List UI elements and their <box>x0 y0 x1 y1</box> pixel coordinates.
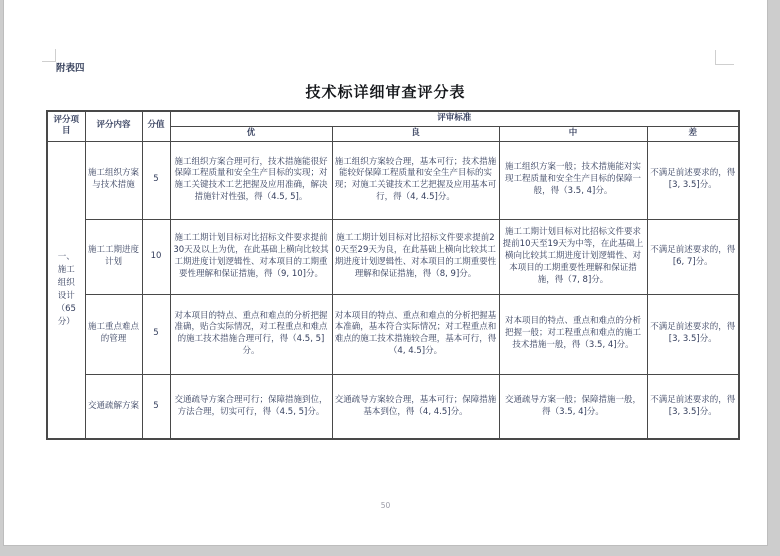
document-page <box>3 0 768 546</box>
grade-excellent-cell: 施工组织方案合理可行，技术措施能很好保障工程质量和安全生产目标的实现；对施工关键技术工艺把握及应用准确，解决措施针对性强，得（4.5, 5]。 <box>170 141 332 219</box>
score-cell: 5 <box>142 141 170 219</box>
score-cell: 5 <box>142 374 170 439</box>
content-cell: 施工重点难点的管理 <box>85 294 142 374</box>
header-scoring-content: 评分内容 <box>85 111 142 141</box>
header-score-value: 分值 <box>142 111 170 141</box>
header-grade-medium: 中 <box>499 126 647 141</box>
table-row <box>47 219 739 294</box>
category-cell <box>47 141 85 439</box>
category-label: 一、施工组织设计（65分） <box>56 251 76 328</box>
margin-crop-mark-left <box>42 49 56 62</box>
table-row <box>47 374 739 439</box>
score-cell: 10 <box>142 219 170 294</box>
scoring-table <box>46 110 740 440</box>
document-title: 技术标详细审查评分表 <box>305 83 466 101</box>
score-cell: 5 <box>142 294 170 374</box>
grade-good-cell: 施工工期计划目标对比招标文件要求提前20天至29天为良，在此基础上横向比较其工期进度计划逻辑性、对本项目的工期重要性理解和保证措施，得（8, 9]分。 <box>332 219 499 294</box>
table-row <box>47 141 739 219</box>
appendix-label: 附表四 <box>56 63 85 74</box>
grade-good-cell: 交通疏导方案较合理，基本可行；保障措施基本到位，得（4, 4.5]分。 <box>332 374 499 439</box>
grade-medium-cell: 对本项目的特点、重点和难点的分析把握一般；对工程重点和难点的施工技术措施一般，得（3.5, 4]分。 <box>499 294 647 374</box>
header-grade-poor: 差 <box>647 126 739 141</box>
content-cell: 施工工期进度计划 <box>85 219 142 294</box>
grade-excellent-cell: 施工工期计划目标对比招标文件要求提前30天及以上为优，在此基础上横向比较其工期进度计划逻辑性、对本项目的工期重要性理解和保证措施，得（9, 10]分。 <box>170 219 332 294</box>
header-scoring-item: 评分项目 <box>47 111 85 141</box>
table-row <box>47 294 739 374</box>
grade-excellent-cell: 对本项目的特点、重点和难点的分析把握准确，贴合实际情况，对工程重点和难点的施工技术措施合理可行，得（4.5, 5]分。 <box>170 294 332 374</box>
header-grade-excellent: 优 <box>170 126 332 141</box>
header-grade-good: 良 <box>332 126 499 141</box>
header-review-standard: 评审标准 <box>170 111 739 126</box>
grade-poor-cell: 不满足前述要求的，得[3, 3.5]分。 <box>647 141 739 219</box>
content-cell: 交通疏解方案 <box>85 374 142 439</box>
grade-excellent-cell: 交通疏导方案合理可行；保障措施到位，方法合理，切实可行，得（4.5, 5]分。 <box>170 374 332 439</box>
grade-medium-cell: 施工组织方案一般；技术措施能对实现工程质量和安全生产目标的保障一般，得（3.5, 4]分。 <box>499 141 647 219</box>
grade-medium-cell: 施工工期计划目标对比招标文件要求提前10天至19天为中等，在此基础上横向比较其工期进度计划逻辑性、对本项目的工期重要性理解和保证措施，得（7, 8]分。 <box>499 219 647 294</box>
page-number: 50 <box>380 501 391 510</box>
grade-poor-cell: 不满足前述要求的，得[3, 3.5]分。 <box>647 294 739 374</box>
grade-poor-cell: 不满足前述要求的，得[3, 3.5]分。 <box>647 374 739 439</box>
margin-crop-mark-right <box>715 50 734 65</box>
content-cell: 施工组织方案与技术措施 <box>85 141 142 219</box>
grade-good-cell: 对本项目的特点、重点和难点的分析把握基本准确，基本符合实际情况；对工程重点和难点的施工技术措施较合理，基本可行，得（4, 4.5]分。 <box>332 294 499 374</box>
grade-medium-cell: 交通疏导方案一般；保障措施一般，得（3.5, 4]分。 <box>499 374 647 439</box>
grade-poor-cell: 不满足前述要求的，得[6, 7]分。 <box>647 219 739 294</box>
grade-good-cell: 施工组织方案较合理，基本可行；技术措施能较好保障工程质量和安全生产目标的实现；对施工关键技术工艺把握及应用基本可行，得（4, 4.5]分。 <box>332 141 499 219</box>
